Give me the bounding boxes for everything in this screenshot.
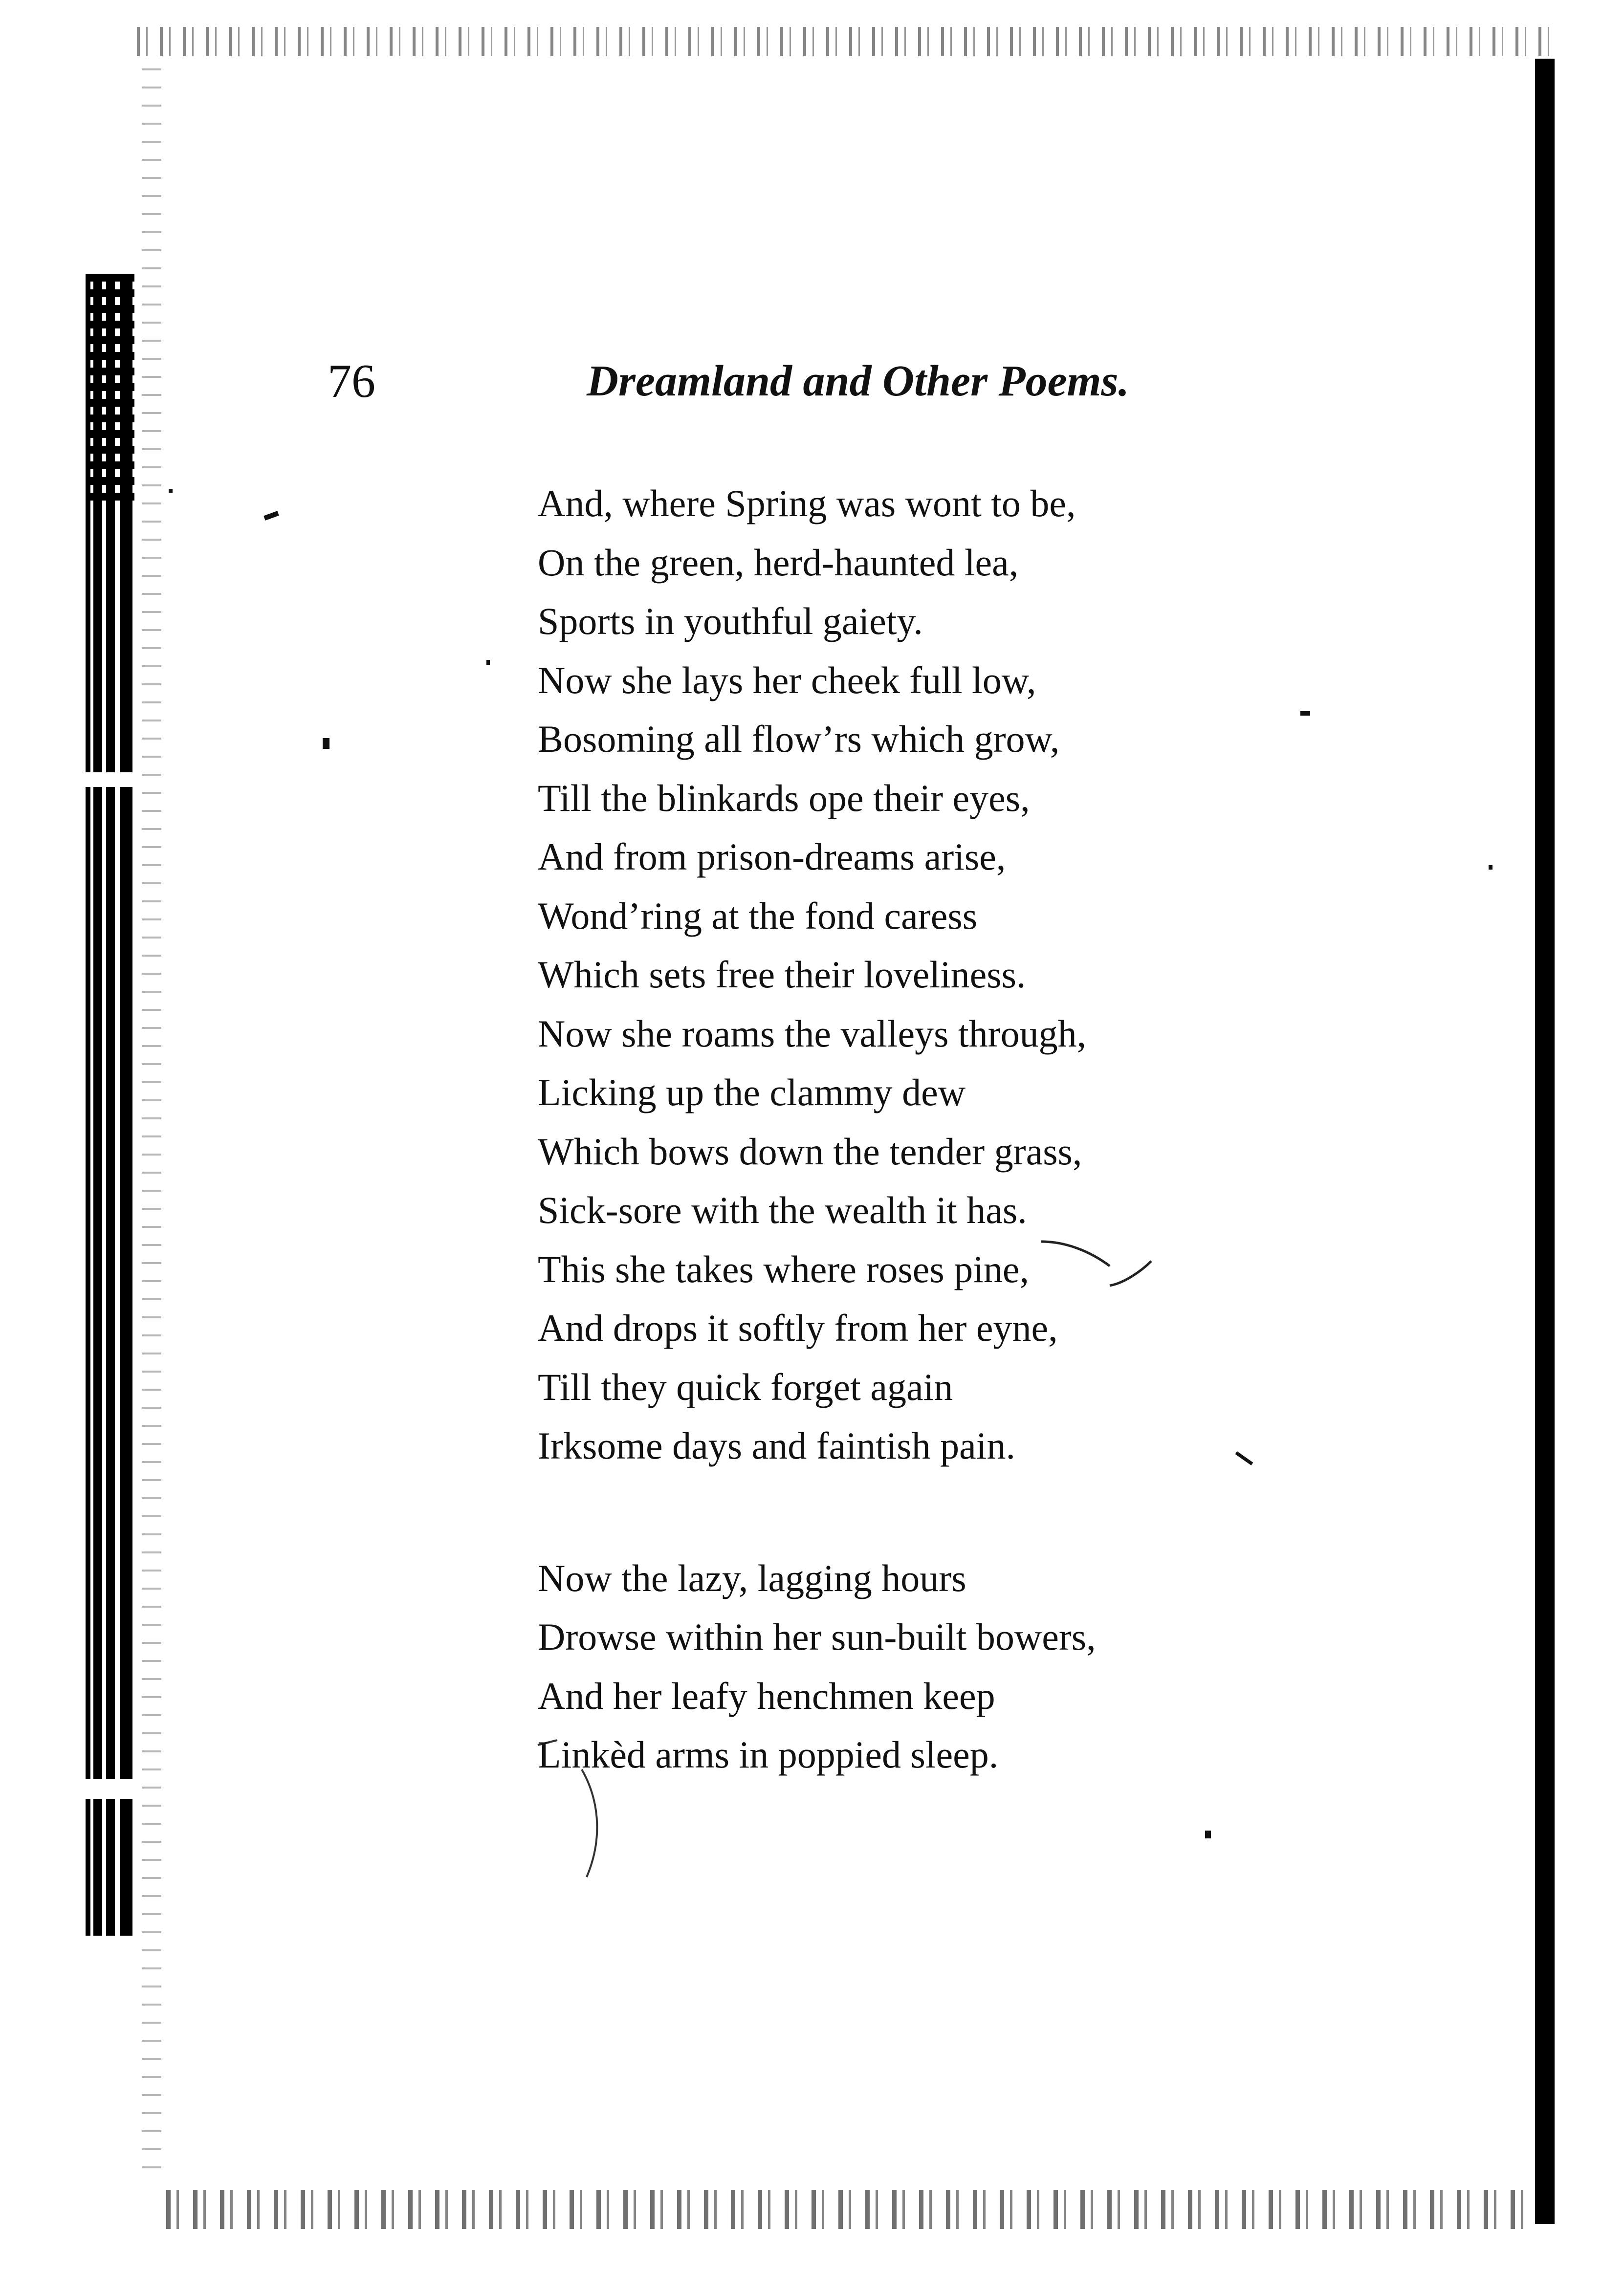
ink-speck (323, 738, 329, 749)
poem-line: Drowse within her sun-built bowers, (538, 1615, 1096, 1658)
poem-text (538, 474, 1320, 1785)
poem-line: Bosoming all flow’rs which grow, (538, 718, 1060, 760)
poem-line: Now she roams the valleys through, (538, 1012, 1087, 1055)
page-header (0, 352, 1624, 411)
stanza (538, 474, 1320, 1476)
ink-speck (263, 511, 279, 521)
scan-noise-bottom (166, 2190, 1535, 2229)
ink-speck (1205, 1831, 1211, 1838)
poem-line: On the green, herd-haunted lea, (538, 541, 1019, 584)
poem-line: And drops it softly from her eyne, (538, 1307, 1058, 1349)
poem-line: Sick-sore with the wealth it has. (538, 1189, 1027, 1231)
poem-line: Licking up the clammy dew (538, 1071, 966, 1113)
scan-noise-top (137, 27, 1555, 56)
stanza (538, 1549, 1320, 1785)
poem-line: Irksome days and faintish pain. (538, 1424, 1015, 1467)
ink-speck (486, 660, 490, 665)
running-title: Dreamland and Other Poems. (587, 357, 1130, 405)
ink-speck (1489, 865, 1492, 870)
poem-line: Which bows down the tender grass, (538, 1130, 1082, 1173)
poem-line: Now the lazy, lagging hours (538, 1556, 966, 1599)
poem-line: This she takes where roses pine, (538, 1247, 1030, 1290)
poem-line: Till the blinkards ope their eyes, (538, 776, 1030, 819)
poem-line: And from prison-dreams arise, (538, 835, 1006, 878)
binding-edge-shadow (86, 274, 139, 1936)
stanza-break (538, 1476, 1320, 1549)
poem-line: Which sets free their loveliness. (538, 953, 1026, 996)
page-number: 76 (328, 355, 375, 408)
poem-line: And, where Spring was wont to be, (538, 482, 1076, 524)
poem-line: Till they quick forget again (538, 1365, 953, 1408)
poem-line: Sports in youthful gaiety. (538, 600, 923, 642)
poem-line: And her leafy henchmen keep (538, 1674, 995, 1717)
poem-line: Linkèd arms in poppied sleep. (538, 1733, 999, 1776)
poem-line: Wond’ring at the fond caress (538, 894, 978, 937)
poem-line: Now she lays her cheek full low, (538, 658, 1036, 701)
ink-speck (169, 489, 173, 493)
